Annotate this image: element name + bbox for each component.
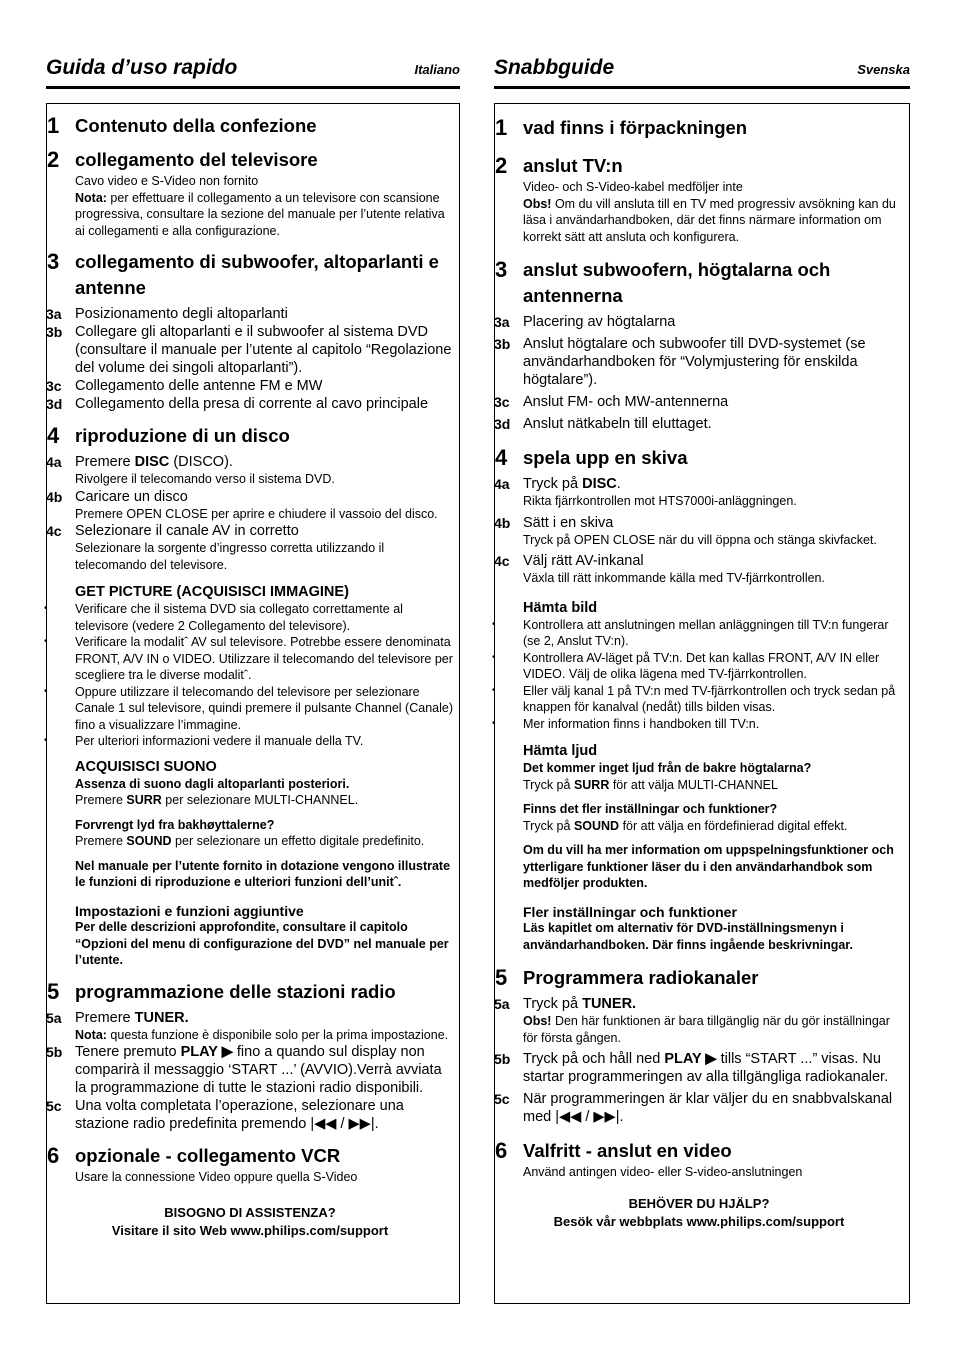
it-3c: 3c Collegamento delle antenne FM e MW (46, 378, 323, 394)
sv-3c: 3c Anslut FM- och MW-antennerna (494, 394, 729, 410)
sv-s6-line: Använd antingen video- eller S-video-anslutningen (523, 1165, 803, 1179)
sv-settings-heading: Fler inställningar och funktioner (523, 903, 737, 920)
it-3a: 3a Posizionamento degli altoparlanti (46, 306, 288, 322)
it-settings-text: Per delle descrizioni approfondite, consultare il capitolo “Opzioni del menu di configurazione del DVD” nel manuale per l’utente. (75, 920, 449, 967)
sv-5c: 5c När programmeringen är klar väljer du en snabbvalskanal med |◀◀ / ▶▶|. (494, 1091, 893, 1125)
it-help-link[interactable]: Visitare il sito Web www.philips.com/support (111, 1222, 389, 1238)
it-section-1: 1 Contenuto della confezione (47, 113, 317, 138)
it-4c: 4c Selezionare il canale AV in corretto (46, 523, 299, 539)
sv-picture-bullet: • Mer information finns i handboken till TV:n. (495, 716, 903, 733)
it-section-2: 2 collegamento del televisore (47, 147, 318, 172)
swedish-header (494, 52, 910, 89)
sv-sound-q1: Det kommer inget ljud från de bakre högtalarna? (523, 761, 812, 775)
sv-5a: 5a Tryck på TUNER. (494, 996, 637, 1012)
it-picture-bullet: • Per ulteriori informazioni vedere il manuale della TV. (47, 733, 453, 750)
sv-section-3: 3 anslut subwoofern, högtalarna och antennerna (495, 257, 831, 306)
sv-section-5: 5 Programmera radiokanaler (495, 965, 759, 990)
sv-section-1: 1 vad finns i förpackningen (495, 115, 748, 140)
it-4a: 4a Premere DISC (DISCO). (46, 454, 233, 470)
it-5b: 5b Tenere premuto PLAY ▶ fino a quando sul display non comparirà il messaggio ‘START ...’ (AVVIO).Verrà avviata la programmazione di tutte le stazioni radio disponibili. (46, 1044, 442, 1096)
italian-column (46, 52, 460, 1238)
it-section-4: 4 riproduzione di un disco (47, 423, 290, 448)
it-4b-note: Premere OPEN CLOSE per aprire e chiudere il vassoio del disco. (75, 506, 438, 521)
sv-s2-line: Video- och S-Video-kabel medföljer inte (523, 180, 743, 194)
it-3d: 3d Collegamento della presa di corrente al cavo principale (46, 396, 429, 412)
it-sound-q2: Forvrengt lyd fra bakhøyttalerne? (75, 817, 275, 832)
sv-help-link[interactable]: Besök vår webbplats www.philips.com/support (553, 1213, 845, 1229)
it-5c: 5c Una volta completata l’operazione, selezionare una stazione radio predefinita premendo |◀◀ / ▶▶|. (46, 1098, 404, 1132)
it-picture-bullet: • Oppure utilizzare il telecomando del televisore per selezionare Canale 1 sul televisore, quindi premere il pulsante Channel (Canale) fino a visualizzare l’immagine. (47, 684, 453, 734)
swedish-language-label: Svenska (857, 62, 910, 77)
sv-4c: 4c Välj rätt AV-inkanal (494, 553, 644, 569)
sv-sound-a1: Tryck på SURR för att välja MULTI-CHANNEL (523, 777, 778, 792)
sv-help-heading: BEHÖVER DU HJÄLP? (628, 1195, 770, 1211)
it-3b: 3b Collegare gli altoparlanti e il subwoofer al sistema DVD (consultare il manuale per l’utente al capitolo “Regolazione del volume dei singoli altoparlanti”). (46, 324, 452, 376)
swedish-column (494, 52, 910, 1229)
it-s2-note: Nota: per effettuare il collegamento a un televisore con scansione progressiva, consultare la sezione del manuale per l’utente relativa ai collegamenti e alla configurazione. (75, 190, 445, 238)
it-section-5: 5 programmazione delle stazioni radio (47, 978, 396, 1004)
italian-language-label: Italiano (414, 62, 460, 77)
it-s2-line: Cavo video e S-Video non fornito (75, 174, 259, 188)
sv-4b: 4b Sätt i en skiva (494, 514, 614, 531)
sv-3d: 3d Anslut nätkabeln till eluttaget. (494, 416, 712, 432)
it-sound-a1: Premere SURR per selezionare MULTI-CHANNEL. (75, 793, 359, 807)
sv-settings-text: Läs kapitlet om alternativ för DVD-inställningsmenyn i användarhandboken. Där finns ingående beskrivningar. (523, 921, 853, 952)
italian-guide-box (46, 103, 460, 1304)
sv-s2-note: Obs! Om du vill ansluta till en TV med progressiv avsökning kan du läsa i användarhandboken, där det finns närmare information om korrekt sätt att ansluta och konfigurera. (523, 196, 896, 244)
it-picture-heading: GET PICTURE (ACQUISISCI IMMAGINE) (75, 584, 349, 600)
sv-3b: 3b Anslut högtalare och subwoofer till DVD-systemet (se användarhandboken för “Volymjustering för enskilda högtalare”). (494, 336, 866, 388)
sv-section-4: 4 spela upp en skiva (495, 445, 688, 470)
sv-section-2: 2 anslut TV:n (495, 153, 623, 178)
sv-sound-q2: Finns det fler inställningar och funktioner? (523, 802, 778, 816)
sv-4b-note: Tryck på OPEN CLOSE när du vill öppna och stänga skivfacket. (523, 532, 877, 547)
it-4a-note: Rivolgere il telecomando verso il sistema DVD. (75, 472, 335, 486)
sv-picture-bullet: • Kontrollera att anslutningen mellan anläggningen till TV:n fungerar (se 2, Anslut TV:n). (495, 617, 903, 650)
it-section-6: 6 opzionale - collegamento VCR (47, 1143, 341, 1168)
sv-4a: 4a Tryck på DISC. (494, 476, 621, 492)
it-5a-note: Nota: questa funzione è disponibile solo per la prima impostazione. (75, 1027, 449, 1042)
it-settings-heading: Impostazioni e funzioni aggiuntive (75, 902, 304, 919)
it-4c-note: Selezionare la sorgente d’ingresso corretta utilizzando il telecomando del televisore. (75, 541, 385, 572)
sv-sound-a2: Tryck på SOUND för att välja en fördefinierad digital effekt. (523, 818, 848, 833)
sv-4a-note: Rikta fjärrkontrollen mot HTS7000i-anläggningen. (523, 494, 797, 508)
italian-title: Guida d’uso rapido (46, 56, 238, 79)
it-help-heading: BISOGNO DI ASSISTENZA? (164, 1204, 336, 1220)
it-section-3: 3 collegamento di subwoofer, altoparlanti e antenne (47, 249, 439, 298)
it-sound-a2: Premere SOUND per selezionare un effetto digitale predefinito. (75, 834, 425, 848)
it-s6-line: Usare la connessione Video oppure quella S-Video (75, 1170, 358, 1184)
it-4b: 4b Caricare un disco (46, 488, 188, 505)
sv-picture-bullet: • Kontrollera AV-läget på TV:n. Det kan kallas FRONT, A/V IN eller VIDEO. Välj de olika lägena med TV-fjärrkontrollen. (495, 650, 903, 683)
sv-4c-note: Växla till rätt inkommande källa med TV-fjärrkontrollen. (523, 571, 825, 585)
sv-picture-bullet: • Eller välj kanal 1 på TV:n med TV-fjärrkontrollen och tryck sedan på knappen för kanalval (nedåt) tills bilden visas. (495, 683, 903, 716)
sv-picture-heading: Hämta bild (523, 599, 598, 616)
italian-header (46, 52, 460, 89)
sv-section-6: 6 Valfritt - anslut en video (495, 1138, 732, 1163)
sv-sound-q3: Om du vill ha mer information om uppspelningsfunktioner och ytterligare funktioner läser du i den användarhandbok som medföljer produkten. (523, 843, 894, 890)
it-5a: 5a Premere TUNER. (46, 1009, 189, 1026)
it-sound-q1: Assenza di suono dagli altoparlanti posteriori. (75, 776, 350, 791)
swedish-guide-box (494, 103, 910, 1304)
sv-sound-heading: Hämta ljud (523, 743, 598, 759)
it-picture-bullet: • Verificare che il sistema DVD sia collegato correttamente al televisore (vedere 2 Collegamento del televisore). (47, 601, 453, 634)
swedish-title: Snabbguide (494, 56, 615, 79)
it-sound-heading: ACQUISISCI SUONO (75, 758, 217, 775)
sv-5b: 5b Tryck på och håll ned PLAY ▶ tills “START ...” visas. Nu startar programmeringen av alla tillgängliga radiokanaler. (494, 1051, 889, 1085)
sv-5a-note: Obs! Den här funktionen är bara tillgänglig när du gör inställningar för första gången. (523, 1014, 890, 1045)
it-sound-q3: Nel manuale per l’utente fornito in dotazione vengono illustrate le funzioni di riproduzione e ulteriori funzioni dell’unitˆ. (75, 858, 451, 889)
sv-3a: 3a Placering av högtalarna (494, 314, 676, 330)
it-picture-bullet: • Verificare la modalitˆ AV sul televisore. Potrebbe essere denominata FRONT, A/V IN o VIDEO. Utilizzare il telecomando del televisore per scegliere tra le diverse modalitˆ. (47, 634, 453, 684)
